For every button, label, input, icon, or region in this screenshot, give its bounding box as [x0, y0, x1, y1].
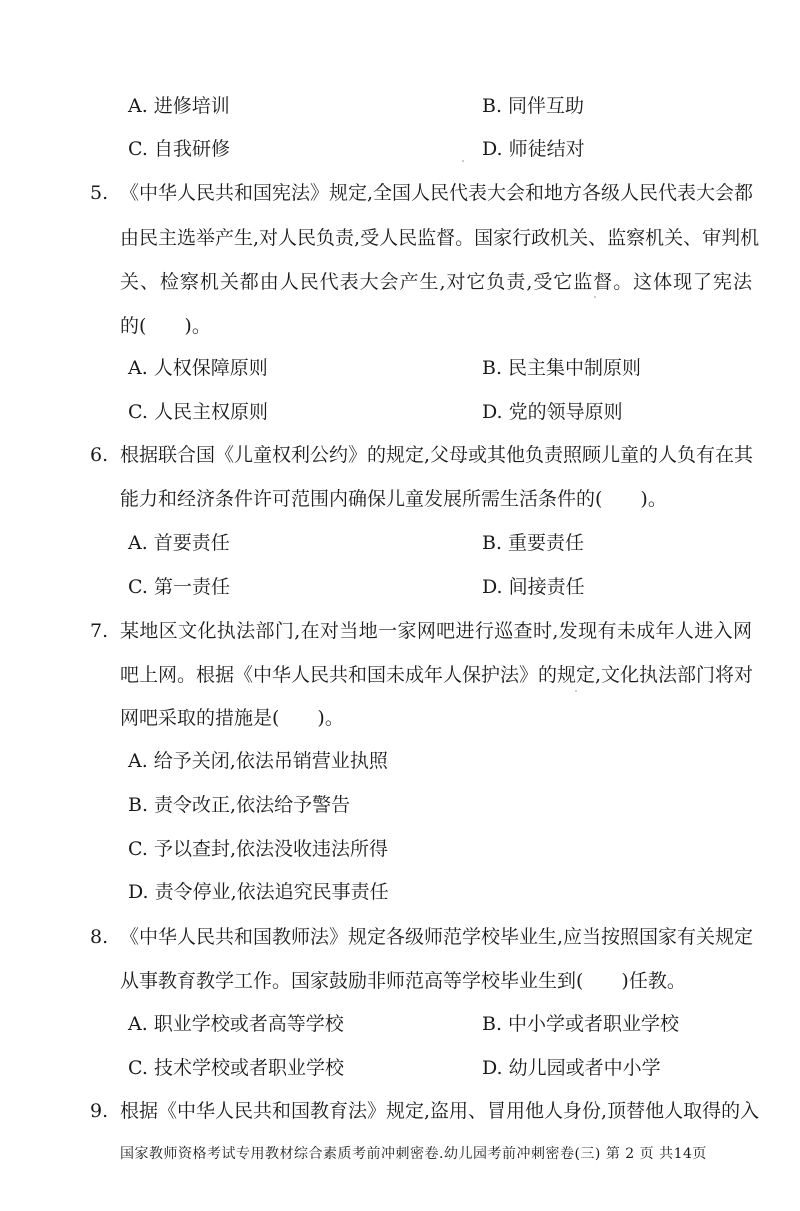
scan-speck	[462, 160, 464, 162]
q7-option-c: C. 予以查封,依法没收违法所得	[128, 838, 388, 860]
q8-number: 8.	[90, 926, 109, 948]
q5-line-4: 的( )。	[120, 315, 211, 337]
q4-option-a: A. 进修培训	[128, 95, 230, 117]
q7-option-a: A. 给予关闭,依法吊销营业执照	[128, 750, 388, 772]
q6-option-d: D. 间接责任	[482, 576, 585, 598]
q5-number: 5.	[90, 182, 109, 204]
q9-line-1: 根据《中华人民共和国教育法》规定,盗用、冒用他人身份,顶替他人取得的入	[120, 1100, 760, 1122]
q7-line-1: 某地区文化执法部门,在对当地一家网吧进行巡查时,发现有未成年人进入网	[120, 620, 752, 642]
q8-option-a: A. 职业学校或者高等学校	[128, 1013, 344, 1035]
q6-line-1: 根据联合国《儿童权利公约》的规定,父母或其他负责照顾儿童的人负有在其	[120, 444, 754, 466]
scan-speck	[575, 690, 577, 692]
q6-option-c: C. 第一责任	[128, 576, 230, 598]
q7-option-d: D. 责令停业,依法追究民事责任	[128, 881, 389, 903]
scan-speck	[594, 296, 596, 298]
q7-line-3: 网吧采取的措施是( )。	[120, 707, 344, 729]
q7-option-b: B. 责令改正,依法给予警告	[128, 794, 351, 816]
q8-option-c: C. 技术学校或者职业学校	[128, 1057, 344, 1079]
q5-line-1: 《中华人民共和国宪法》规定,全国人民代表大会和地方各级人民代表大会都	[120, 182, 754, 204]
q5-line-3: 关、检察机关都由人民代表大会产生,对它负责,受它监督。这体现了宪法	[120, 271, 752, 293]
q8-option-d: D. 幼儿园或者中小学	[482, 1057, 661, 1079]
q5-option-c: C. 人民主权原则	[128, 401, 268, 423]
q7-number: 7.	[90, 620, 109, 642]
q6-number: 6.	[90, 444, 109, 466]
q6-option-b: B. 重要责任	[482, 532, 585, 554]
q4-option-d: D. 师徒结对	[482, 138, 585, 160]
q4-option-c: C. 自我研修	[128, 138, 230, 160]
q6-line-2: 能力和经济条件许可范围内确保儿童发展所需生活条件的( )。	[120, 488, 667, 510]
q8-line-1: 《中华人民共和国教师法》规定各级师范学校毕业生,应当按照国家有关规定	[120, 926, 754, 948]
q9-number: 9.	[90, 1100, 109, 1122]
q8-option-b: B. 中小学或者职业学校	[482, 1013, 680, 1035]
q8-line-2: 从事教育教学工作。国家鼓励非师范高等学校毕业生到( )任教。	[120, 970, 686, 992]
page-footer: 国家教师资格考试专用教材综合素质考前冲刺密卷.幼儿园考前冲刺密卷(三) 第 2 页 共14页	[120, 1146, 707, 1162]
q5-option-b: B. 民主集中制原则	[482, 357, 642, 379]
q5-option-a: A. 人权保障原则	[128, 357, 268, 379]
q4-option-b: B. 同伴互助	[482, 95, 585, 117]
q6-option-a: A. 首要责任	[128, 532, 230, 554]
q7-line-2: 吧上网。根据《中华人民共和国未成年人保护法》的规定,文化执法部门将对	[120, 664, 754, 686]
q5-line-2: 由民主选举产生,对人民负责,受人民监督。国家行政机关、监察机关、审判机	[120, 227, 760, 249]
q5-option-d: D. 党的领导原则	[482, 401, 623, 423]
